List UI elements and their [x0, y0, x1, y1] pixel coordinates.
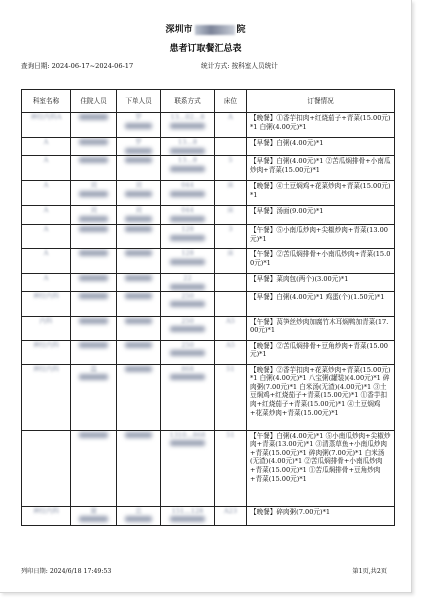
redacted-text: 128 — [181, 225, 194, 233]
redacted-text: 51 — [226, 430, 235, 439]
hospital-name — [0, 22, 411, 35]
cell-order: 【午餐】白粥(4.00元)*1 ⑤小南瓜炒肉+尖椒炒肉+青菜(13.00元)*1 ③清蒸草鱼+小南瓜炒肉+青菜(15.00元)*1 碎肉粥(7.00元)*1 白米汤(无渣)(4.00元)*1 ②苦瓜焖排骨+小南瓜炒肉+青菜(15.00元)*1 ①苦瓜焖排骨+豆角炒肉+青菜(15.00元)*1 — [247, 430, 395, 506]
cell-orderer — [117, 138, 161, 156]
cell-order: 【早餐】白粥(4.00元)*1 鸡蛋(个)(1.50元)*1 — [247, 291, 395, 316]
redacted-text: 神经内科 — [32, 364, 60, 373]
redacted-text: 刘 — [135, 181, 142, 189]
table-row — [22, 181, 395, 206]
redacted-text: 刘 — [90, 206, 97, 214]
cell-order: 【早餐】白粥(4.00元)*1 ②苦瓜焖排骨+小南瓜炒肉+青菜(15.00元)*1 — [247, 156, 395, 181]
cell-dept — [22, 364, 71, 430]
table-row — [22, 274, 395, 292]
redacted-text: A5 — [226, 316, 235, 325]
cell-bed — [215, 113, 247, 138]
cell-order: 【午餐】⑤小南瓜炒肉+尖椒炒肉+青菜(13.00元)*1 — [247, 225, 395, 249]
cell-dept — [22, 430, 71, 506]
redacted-text: 神经内科 — [32, 506, 60, 515]
cell-patient — [71, 340, 117, 364]
redaction-mask — [170, 235, 204, 241]
cell-dept — [22, 113, 71, 138]
redaction-mask — [79, 191, 108, 197]
cell-patient — [71, 206, 117, 225]
cell-patient — [71, 181, 117, 206]
cell-bed — [215, 430, 247, 506]
cell-bed — [215, 316, 247, 340]
table-row — [22, 138, 395, 156]
redacted-text: A — [43, 181, 49, 189]
query-date-value: 2024-06-17~2024-06-17 — [51, 62, 134, 70]
redaction-mask — [170, 123, 204, 129]
redaction-mask — [79, 114, 108, 120]
cell-orderer — [117, 113, 161, 138]
redaction-mask — [79, 216, 108, 222]
col-header-bed: 床位 — [215, 90, 247, 113]
cell-dept — [22, 156, 71, 181]
redaction-mask — [170, 301, 204, 307]
redaction-mask — [125, 342, 152, 348]
cell-orderer — [117, 364, 161, 430]
table-row — [22, 506, 395, 525]
cell-orderer — [117, 274, 161, 292]
redacted-text: 神经内科 — [32, 291, 60, 300]
redaction-mask — [125, 191, 152, 197]
print-date-label: 列印日期: — [21, 568, 48, 575]
redacted-text: 868 — [181, 364, 194, 373]
redacted-text: A — [43, 156, 49, 164]
cell-order: 【晚餐】④土豆焖鸡+花菜炒肉+青菜(15.00元)*1 — [247, 181, 395, 206]
redacted-text: 床 — [227, 181, 234, 189]
table-row — [22, 364, 395, 430]
redaction-mask — [125, 123, 152, 129]
cell-dept — [22, 181, 71, 206]
cell-order: 【晚餐】②香芋扣肉+花菜炒肉+青菜(15.00元)*1 白粥(4.00元)*1 八宝粥(罐装)(4.00元)*1 碎肉粥(7.00元)*1 白米汤(无渣)(4.00元)*1 ③土豆焖鸡+红烧茄子+青菜(15.00元)*1 ①香芋扣肉+红烧茄子+青菜(15.00元)*1 ④土豆焖鸡+花菜炒肉+青菜(15.00元)*1 — [247, 364, 395, 430]
cell-bed — [215, 181, 247, 206]
cell-orderer — [117, 340, 161, 364]
redacted-text: A — [43, 206, 49, 214]
redaction-mask — [79, 157, 108, 163]
cell-bed — [215, 249, 247, 274]
redaction-mask — [170, 191, 204, 197]
redaction-mask — [125, 226, 152, 232]
cell-patient — [71, 364, 117, 430]
redacted-text: A — [43, 274, 49, 282]
cell-phone — [161, 249, 215, 274]
redaction-mask — [125, 516, 152, 522]
redacted-text: 3 — [228, 225, 233, 233]
cell-patient — [71, 113, 117, 138]
redacted-text: 谢 — [90, 506, 97, 515]
table-row — [22, 113, 395, 138]
redacted-text: 床 — [227, 249, 234, 257]
redaction-mask — [170, 216, 204, 222]
cell-patient — [71, 225, 117, 249]
col-header-phone: 联系方式 — [161, 90, 215, 113]
redaction-mask — [170, 148, 204, 154]
redaction-mask — [79, 250, 108, 256]
cell-bed — [215, 291, 247, 316]
redacted-text: 神经内科 — [32, 340, 60, 349]
redaction-mask — [125, 366, 152, 372]
cell-patient — [71, 156, 117, 181]
cell-orderer — [117, 430, 161, 506]
redacted-text: 罗 — [135, 138, 142, 146]
cell-phone — [161, 316, 215, 340]
table-row — [22, 291, 395, 316]
cell-dept — [22, 506, 71, 525]
redacted-text: 250 — [181, 291, 194, 300]
table-header-row — [22, 90, 395, 113]
cell-orderer — [117, 225, 161, 249]
page-indicator: 第1页,共2页 — [352, 568, 387, 575]
cell-patient — [71, 249, 117, 274]
redacted-text: 床 — [227, 206, 234, 214]
cell-phone — [161, 364, 215, 430]
redaction-mask — [79, 432, 108, 438]
redaction-mask — [79, 374, 108, 380]
redacted-text: 044 — [181, 206, 194, 214]
cell-dept — [22, 291, 71, 316]
cell-patient — [71, 291, 117, 316]
query-date — [21, 60, 135, 70]
redaction-mask — [170, 284, 204, 290]
col-header-dept: 科室名称 — [22, 90, 71, 113]
redacted-text: 刘 — [90, 181, 97, 189]
cell-orderer — [117, 206, 161, 225]
cell-patient — [71, 316, 117, 340]
redaction-mask — [125, 432, 152, 438]
cell-bed — [215, 156, 247, 181]
report-title: 患者订取餐汇总表 — [169, 44, 242, 54]
cell-phone — [161, 274, 215, 292]
cell-order: 【早餐】白粥(4.00元)*1 — [247, 138, 395, 156]
table-row — [22, 225, 395, 249]
redacted-text: 51 — [226, 364, 235, 373]
hospital-name-prefix: 深圳市 — [165, 25, 193, 35]
redacted-text: 刘 — [135, 206, 142, 214]
cell-dept — [22, 206, 71, 225]
redacted-text: 忠 — [135, 506, 142, 515]
redaction-mask — [170, 516, 204, 522]
stat-method-value: 按科室人员统计 — [231, 62, 278, 70]
cell-dept — [22, 340, 71, 364]
cell-orderer — [117, 316, 161, 340]
redacted-text: A23 — [223, 506, 238, 515]
cell-phone — [161, 225, 215, 249]
redaction-mask — [170, 166, 204, 172]
cell-dept — [22, 316, 71, 340]
redacted-text: 250 — [181, 340, 194, 349]
cell-patient — [71, 274, 117, 292]
cell-orderer — [117, 156, 161, 181]
redaction-mask — [125, 157, 152, 163]
cell-phone — [161, 430, 215, 506]
redaction-mask — [79, 516, 108, 522]
cell-phone — [161, 138, 215, 156]
cell-phone — [161, 206, 215, 225]
redacted-text: 5 — [228, 156, 233, 164]
redacted-text: A — [43, 225, 49, 233]
redacted-text: 内科 — [39, 316, 53, 325]
table-row — [22, 316, 395, 340]
redaction-mask — [125, 275, 152, 281]
hospital-name-suffix: 院 — [236, 25, 246, 35]
redaction-mask — [79, 293, 108, 299]
cell-order: 【晚餐】碎肉粥(7.00元)*1 — [247, 506, 395, 525]
cell-dept — [22, 249, 71, 274]
table-row — [22, 340, 395, 364]
redaction-mask — [170, 326, 204, 332]
redaction-mask — [170, 440, 204, 446]
cell-dept — [22, 274, 71, 292]
cell-patient — [71, 138, 117, 156]
cell-bed — [215, 340, 247, 364]
redaction-mask — [79, 275, 108, 281]
cell-phone — [161, 340, 215, 364]
table-row — [22, 430, 395, 506]
cell-patient — [71, 506, 117, 525]
cell-phone — [161, 291, 215, 316]
cell-bed — [215, 274, 247, 292]
redacted-text: 神经内科A — [30, 113, 62, 121]
redaction-mask — [79, 139, 108, 145]
redacted-text: 22 — [183, 274, 192, 282]
cell-order: 【早餐】汤面(9.00元)*1 — [247, 206, 395, 225]
cell-order: 【早餐】菜肉包(两个)(3.00元)*1 — [247, 274, 395, 292]
redacted-text: 128 — [181, 249, 194, 257]
redaction-mask — [125, 318, 152, 324]
redaction-mask — [170, 374, 204, 380]
cell-orderer — [117, 291, 161, 316]
cell-phone — [161, 156, 215, 181]
table-row — [22, 206, 395, 225]
cell-order: 【午餐】②苦瓜焖排骨+小南瓜炒肉+青菜(15.00元)*1 — [247, 249, 395, 274]
redaction-mask — [170, 350, 204, 356]
cell-bed — [215, 206, 247, 225]
redacted-text: A5 — [226, 340, 235, 349]
redacted-text: A — [228, 113, 233, 121]
redaction-mask — [79, 342, 108, 348]
query-date-label: 查询日期: — [21, 62, 50, 70]
table-row — [22, 249, 395, 274]
redacted-text: 罗 — [135, 113, 142, 121]
cell-bed — [215, 138, 247, 156]
redacted-text: 13…8 — [177, 138, 198, 146]
col-header-orderer: 下单人员 — [117, 90, 161, 113]
redacted-text: 13…8 — [177, 156, 198, 164]
cell-dept — [22, 138, 71, 156]
stat-method-label: 统计方式: — [201, 62, 230, 70]
redaction-mask — [79, 226, 108, 232]
print-date — [21, 566, 111, 575]
redacted-text: 13…02…8 — [170, 113, 205, 121]
redacted-text: A — [43, 249, 49, 257]
col-header-patient: 住院人员 — [71, 90, 117, 113]
cell-order: 【晚餐】②苦瓜焖排骨+豆角炒肉+青菜(15.00元)*1 — [247, 340, 395, 364]
print-date-value: 2024/6/18 17:49:53 — [49, 568, 112, 575]
cell-orderer — [117, 249, 161, 274]
order-summary-table — [21, 89, 395, 526]
redacted-text: 250 — [181, 316, 194, 325]
cell-phone — [161, 506, 215, 525]
cell-orderer — [117, 506, 161, 525]
cell-dept — [22, 225, 71, 249]
cell-bed — [215, 506, 247, 525]
redaction-mask — [125, 148, 152, 154]
col-header-order: 订餐情况 — [247, 90, 395, 113]
table-row — [22, 156, 395, 181]
cell-phone — [161, 181, 215, 206]
redaction-mask — [125, 216, 152, 222]
redacted-text: 044 — [181, 181, 194, 189]
cell-bed — [215, 225, 247, 249]
redacted-text: 温 — [90, 364, 97, 373]
redacted-text: 1310…868 — [169, 430, 206, 439]
redaction-mask — [79, 318, 108, 324]
redacted-text: 151…128 — [171, 506, 204, 515]
redaction-mask — [170, 259, 204, 265]
cell-order: 【晚餐】①香芋扣肉+红烧茄子+青菜(15.00元)*1 白粥(4.00元)*1 — [247, 113, 395, 138]
cell-bed — [215, 364, 247, 430]
redaction-mask — [195, 25, 235, 35]
redaction-mask — [125, 250, 152, 256]
redacted-text: A — [43, 138, 49, 146]
redaction-mask — [125, 293, 152, 299]
cell-patient — [71, 430, 117, 506]
stat-method — [201, 60, 280, 70]
cell-orderer — [117, 181, 161, 206]
cell-order: 【午餐】莴笋丝炒肉加腐竹木耳焖鸭加青菜(17.00元)*1 — [247, 316, 395, 340]
cell-phone — [161, 113, 215, 138]
